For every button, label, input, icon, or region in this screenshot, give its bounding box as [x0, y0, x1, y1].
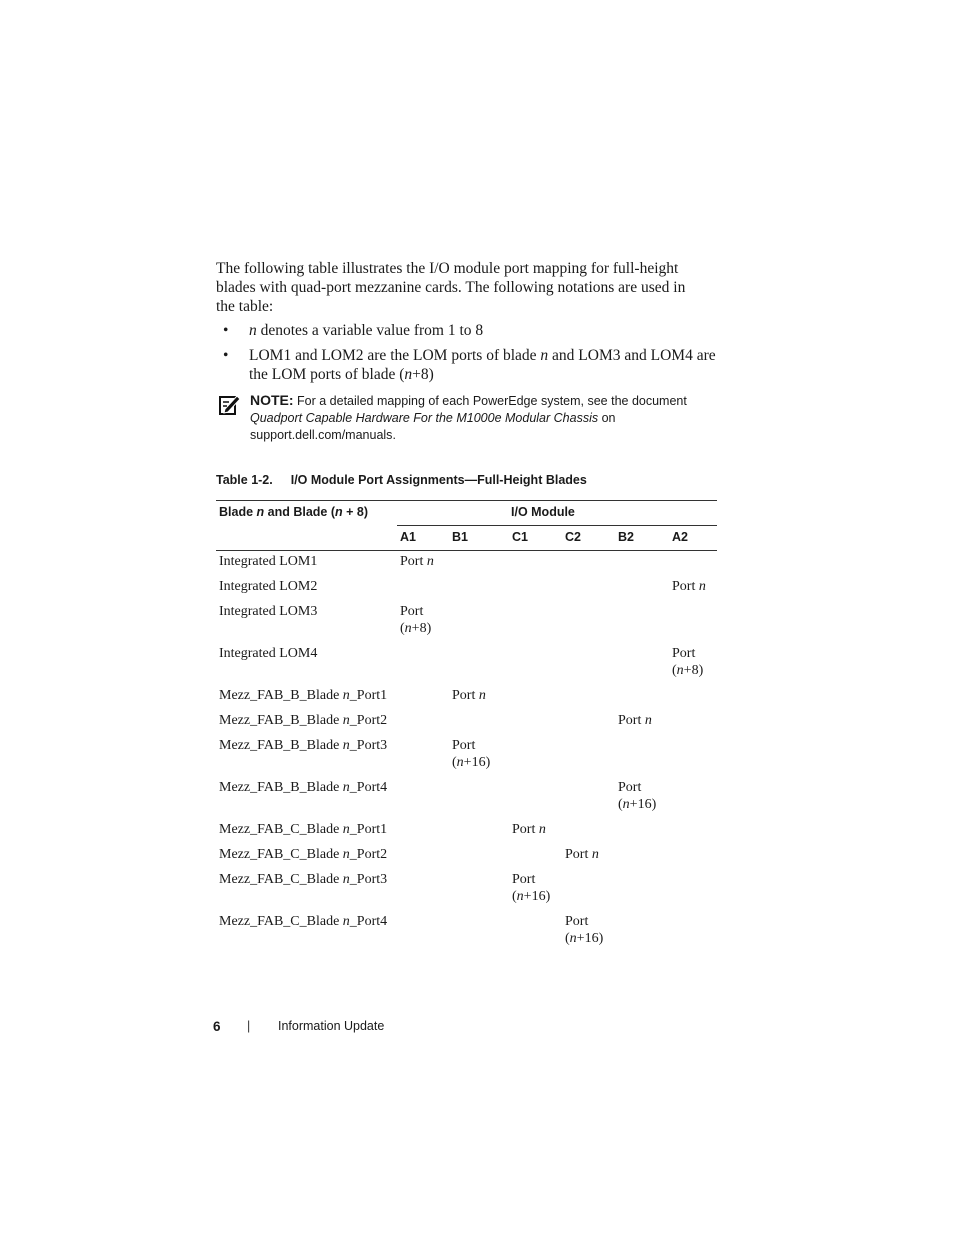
row-label: Integrated LOM2 — [219, 579, 318, 594]
header-io-module: I/O Module — [511, 505, 575, 519]
header-col: A2 — [669, 526, 717, 551]
header-col: C2 — [562, 526, 615, 551]
table-row — [216, 910, 717, 952]
table-row — [216, 734, 717, 776]
empty-cell — [615, 843, 669, 868]
table-row — [216, 818, 717, 843]
table-row — [216, 575, 717, 600]
table-subheader-row — [216, 526, 717, 551]
empty-cell — [397, 709, 449, 734]
row-label: Mezz_FAB_C_Blade n_Port3 — [219, 872, 388, 887]
row-label: Mezz_FAB_B_Blade n_Port2 — [219, 713, 388, 728]
empty-cell — [562, 868, 615, 910]
empty-cell — [615, 910, 669, 952]
port-cell: Port n — [672, 579, 706, 594]
empty-cell — [509, 776, 562, 818]
empty-cell — [509, 843, 562, 868]
header-col: C1 — [509, 526, 562, 551]
port-cell: Port (n+8) — [400, 604, 432, 636]
port-cell: Port n — [512, 822, 546, 837]
empty-cell — [669, 684, 717, 709]
empty-cell — [509, 575, 562, 600]
empty-cell — [509, 600, 562, 642]
intro-paragraph: The following table illustrates the I/O module port mapping for full-height blades with quad-port mezzanine cards. The following notations are used in the table: — [216, 260, 686, 315]
empty-cell — [669, 600, 717, 642]
empty-cell — [449, 551, 509, 576]
table-row — [216, 776, 717, 818]
header-col: A1 — [397, 526, 449, 551]
empty-cell — [449, 843, 509, 868]
empty-cell — [509, 642, 562, 684]
empty-cell — [562, 684, 615, 709]
table-row — [216, 868, 717, 910]
port-cell: Port n — [565, 847, 599, 862]
empty-cell — [397, 734, 449, 776]
row-label: Mezz_FAB_C_Blade n_Port2 — [219, 847, 388, 862]
empty-cell — [669, 868, 717, 910]
table-row — [216, 684, 717, 709]
empty-cell — [669, 709, 717, 734]
table-row — [216, 642, 717, 684]
list-item: • n denotes a variable value from 1 to 8 — [223, 322, 484, 339]
empty-cell — [509, 551, 562, 576]
empty-cell — [449, 575, 509, 600]
empty-cell — [615, 734, 669, 776]
table-row — [216, 551, 717, 576]
empty-cell — [669, 551, 717, 576]
footer-separator: | — [247, 1019, 251, 1033]
empty-cell — [669, 734, 717, 776]
note-label: NOTE: — [250, 392, 294, 408]
empty-cell — [562, 575, 615, 600]
header-col: B1 — [449, 526, 509, 551]
empty-cell — [615, 575, 669, 600]
empty-cell — [397, 818, 449, 843]
empty-cell — [562, 776, 615, 818]
empty-cell — [449, 868, 509, 910]
empty-cell — [397, 642, 449, 684]
pencil-note-icon — [219, 394, 241, 416]
row-label: Mezz_FAB_B_Blade n_Port1 — [219, 688, 388, 703]
empty-cell — [562, 734, 615, 776]
empty-cell — [509, 684, 562, 709]
empty-cell — [615, 642, 669, 684]
port-cell: Port (n+16) — [512, 872, 551, 904]
list-item: • LOM1 and LOM2 are the LOM ports of blade n and LOM3 and LOM4 are the LOM ports of blade (n+8) — [223, 347, 716, 383]
empty-cell — [562, 551, 615, 576]
empty-cell — [449, 910, 509, 952]
empty-cell — [562, 709, 615, 734]
table-row — [216, 709, 717, 734]
table-row — [216, 843, 717, 868]
port-cell: Port (n+8) — [672, 646, 704, 678]
row-label: Mezz_FAB_B_Blade n_Port4 — [219, 780, 388, 795]
notation-list — [216, 321, 716, 390]
table-caption — [216, 473, 587, 487]
row-label: Integrated LOM3 — [219, 604, 318, 619]
port-cell: Port n — [618, 713, 652, 728]
table-title: I/O Module Port Assignments—Full-Height Blades — [290, 473, 587, 487]
port-cell: Port (n+16) — [565, 914, 604, 946]
empty-cell — [509, 910, 562, 952]
empty-cell — [615, 868, 669, 910]
empty-cell — [615, 600, 669, 642]
empty-cell — [397, 910, 449, 952]
page-number: 6 — [213, 1019, 221, 1034]
empty-cell — [615, 818, 669, 843]
header-blade: Blade n and Blade (n + 8) — [219, 505, 369, 519]
table-header-row — [216, 501, 717, 526]
empty-cell — [669, 776, 717, 818]
empty-cell — [397, 843, 449, 868]
empty-cell — [397, 684, 449, 709]
bullet-icon: • — [223, 347, 229, 364]
empty-cell — [397, 868, 449, 910]
empty-cell — [449, 642, 509, 684]
table-body — [216, 551, 717, 953]
header-col: B2 — [615, 526, 669, 551]
empty-cell — [449, 776, 509, 818]
table-number: Table 1-2. — [216, 473, 273, 487]
empty-cell — [397, 575, 449, 600]
empty-cell — [449, 709, 509, 734]
empty-cell — [509, 709, 562, 734]
empty-cell — [449, 818, 509, 843]
empty-cell — [562, 818, 615, 843]
row-label: Mezz_FAB_C_Blade n_Port1 — [219, 822, 388, 837]
table-row — [216, 600, 717, 642]
port-cell: Port (n+16) — [618, 780, 657, 812]
support-link[interactable]: support.dell.com/manuals — [250, 428, 393, 442]
row-label: Integrated LOM1 — [219, 554, 318, 569]
port-cell: Port n — [400, 554, 434, 569]
empty-cell — [615, 551, 669, 576]
empty-cell — [397, 776, 449, 818]
footer-title: Information Update — [278, 1019, 385, 1033]
row-label: Integrated LOM4 — [219, 646, 318, 661]
port-cell: Port n — [452, 688, 486, 703]
row-label: Mezz_FAB_C_Blade n_Port4 — [219, 914, 388, 929]
note-text: NOTE: For a detailed mapping of each PowerEdge system, see the document Quadport Capable Hardware For the M1000e Modular Chassis on support.dell.com/manuals. — [250, 392, 687, 442]
port-assignment-table — [216, 500, 717, 952]
port-cell: Port (n+16) — [452, 738, 491, 770]
empty-cell — [562, 600, 615, 642]
empty-cell — [562, 642, 615, 684]
empty-cell — [509, 734, 562, 776]
empty-cell — [669, 818, 717, 843]
empty-cell — [615, 684, 669, 709]
bullet-icon: • — [223, 322, 229, 339]
document-title: Quadport Capable Hardware For the M1000e Modular Chassis — [250, 411, 599, 425]
empty-cell — [449, 600, 509, 642]
empty-cell — [669, 843, 717, 868]
row-label: Mezz_FAB_B_Blade n_Port3 — [219, 738, 388, 753]
empty-cell — [669, 910, 717, 952]
